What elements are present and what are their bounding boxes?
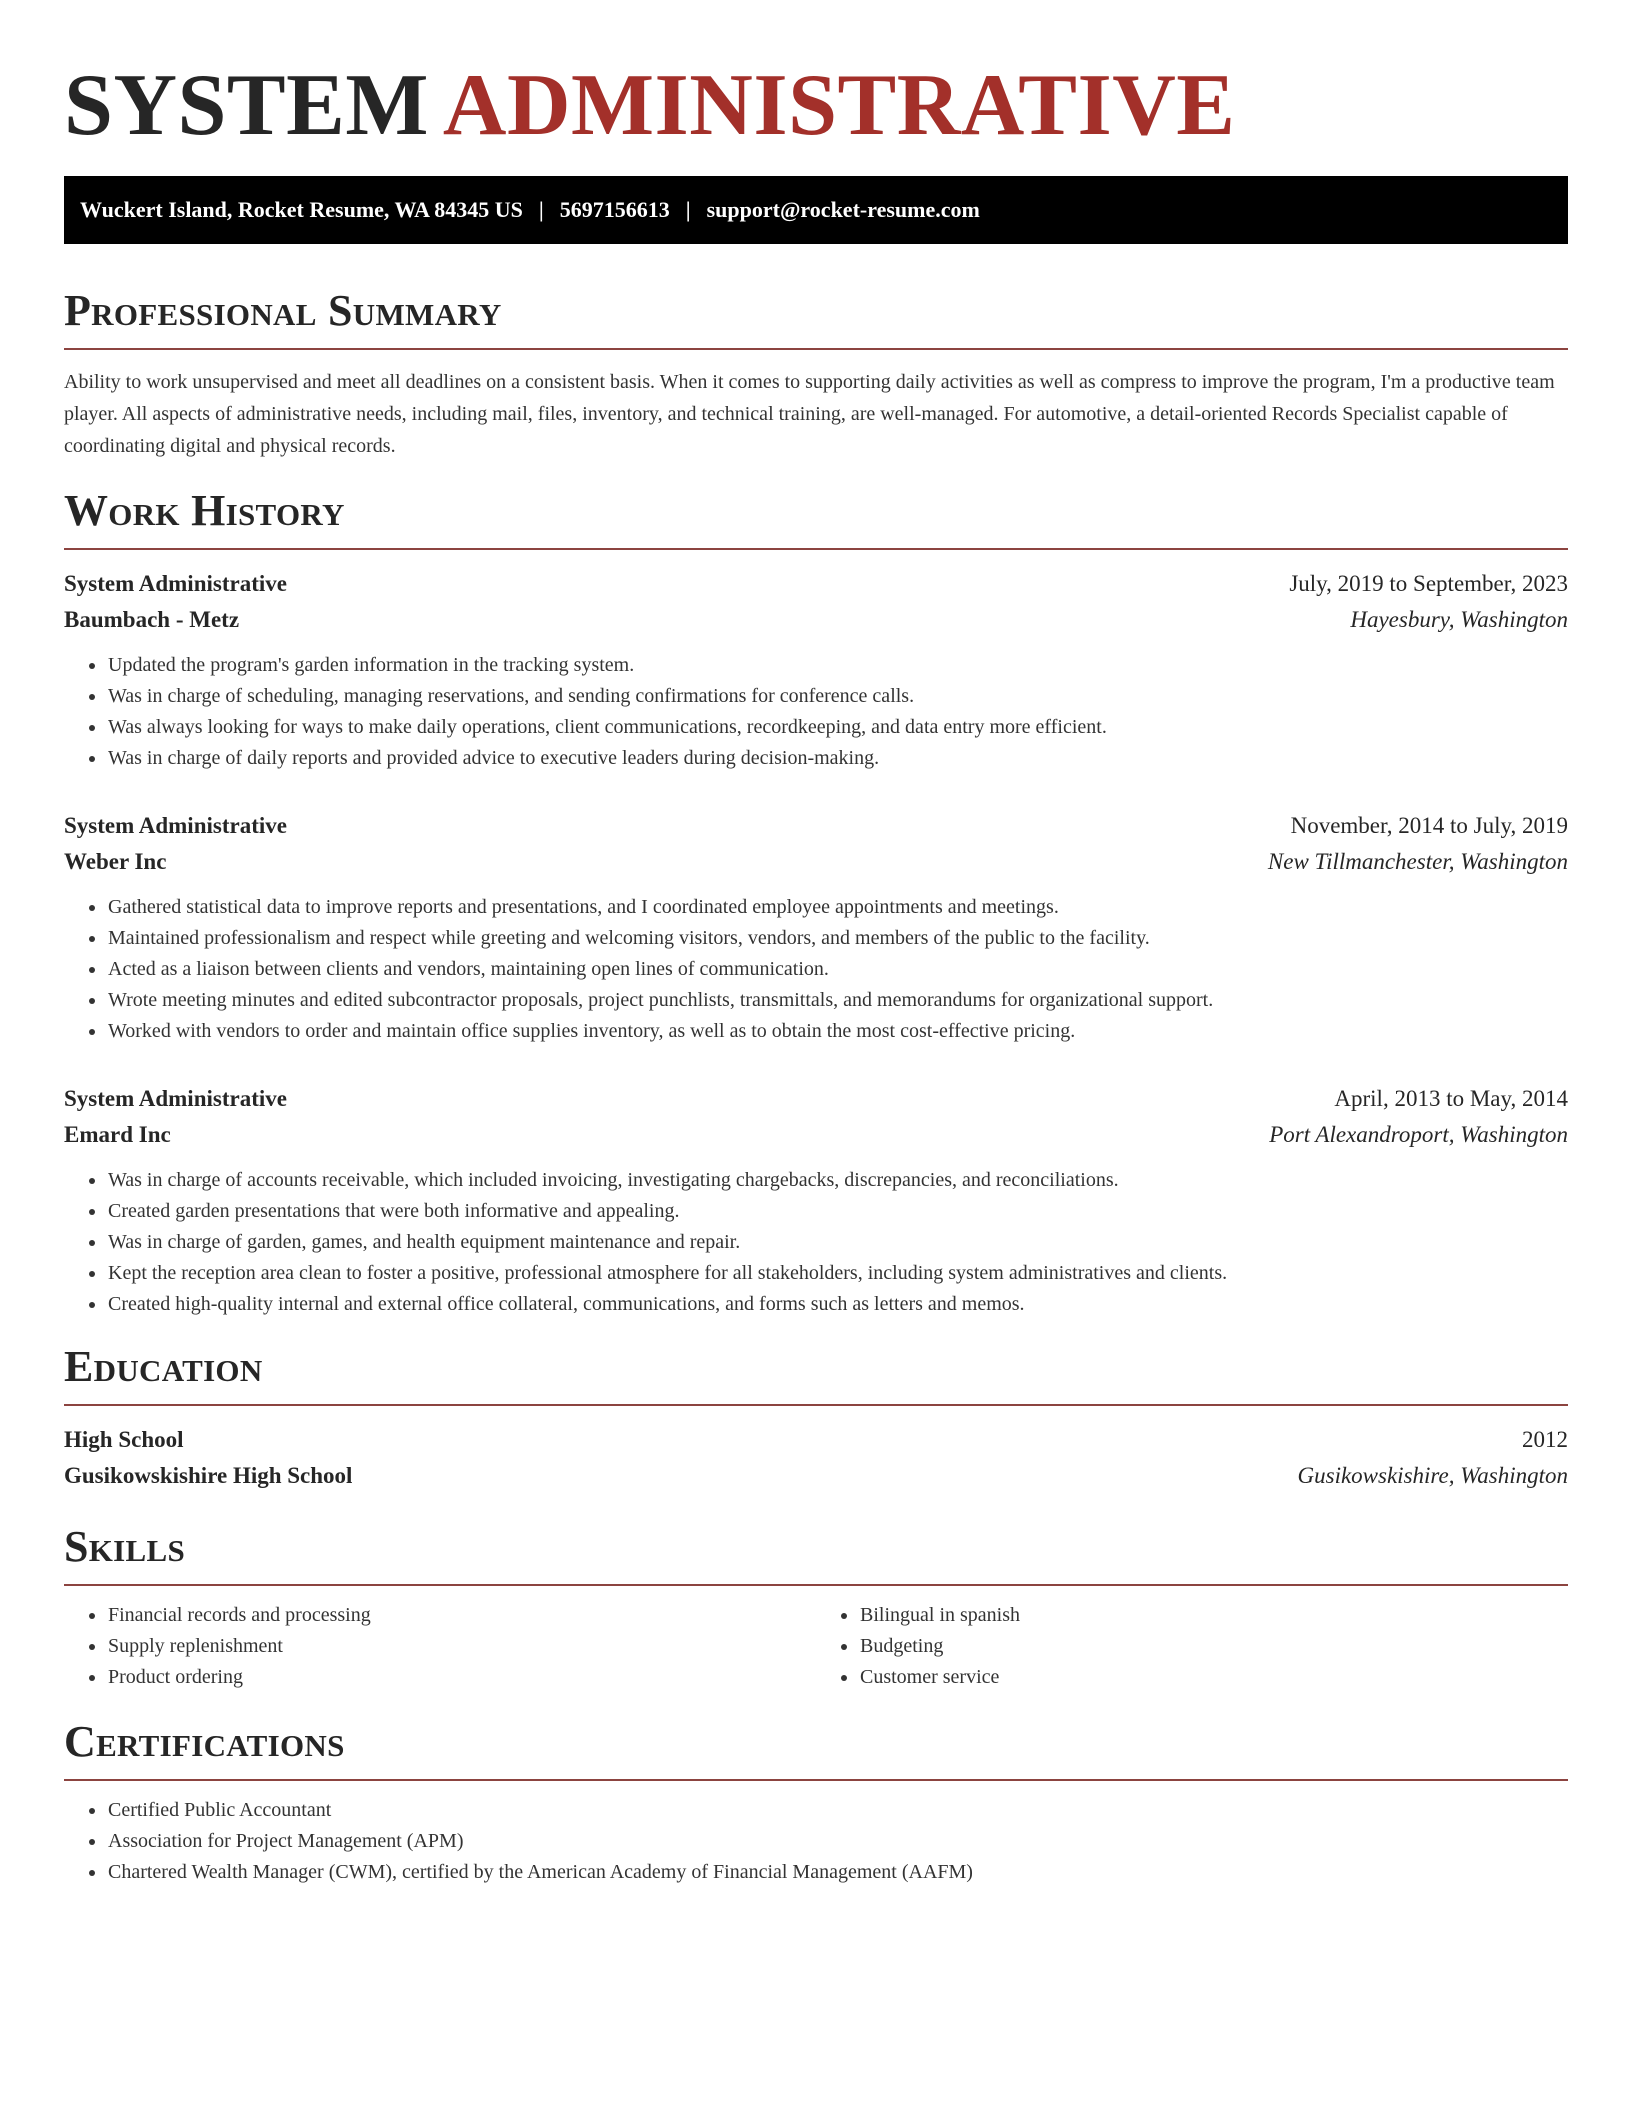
job-role: System Administrative (64, 571, 287, 596)
skills-section (64, 1524, 1568, 1693)
job-role: System Administrative (64, 813, 287, 838)
education-location: Gusikowskishire, Washington (1297, 1463, 1568, 1488)
education-entry (64, 1422, 1568, 1494)
skill-item: • Supply replenishment (107, 1631, 816, 1662)
skill-item: • Financial records and processing (107, 1600, 816, 1631)
certifications-section (64, 1719, 1568, 1888)
skill-item: • Product ordering (107, 1662, 816, 1693)
certifications-list (107, 1795, 1568, 1888)
list-item: • Worked with vendors to order and maintain office supplies inventory, as well as to obtain the most cost-effective pricing. (107, 1016, 1568, 1047)
job-location: New Tillmanchester, Washington (1267, 849, 1568, 874)
skill-item: • Budgeting (859, 1631, 1568, 1662)
job-entry (64, 808, 1568, 1047)
list-item: • Was in charge of accounts receivable, which included invoicing, investigating chargebacks, discrepancies, and reconciliations. (107, 1165, 1568, 1196)
job-company: Weber Inc (64, 849, 167, 874)
skill-item: • Customer service (859, 1662, 1568, 1693)
education-header-row (64, 1422, 1568, 1458)
summary-text: Ability to work unsupervised and meet all deadlines on a consistent basis. When it comes to supporting daily activities as well as compress to improve the program, I'm a productive team player. All aspects of administrative needs, including mail, files, inventory, and technical training, are well-managed. For automotive, a detail-oriented Records Specialist capable of coordinating digital and physical records. (64, 371, 1555, 457)
job-header-row (64, 566, 1568, 602)
education-year: 2012 (1522, 1427, 1568, 1452)
list-item: • Was in charge of scheduling, managing reservations, and sending confirmations for conference calls. (107, 681, 1568, 712)
job-company-row (64, 844, 1568, 880)
job-company-row (64, 1117, 1568, 1153)
work-history-section (64, 488, 1568, 1320)
list-item: • Was in charge of daily reports and provided advice to executive leaders during decision-making. (107, 743, 1568, 774)
skills-column-left (107, 1600, 816, 1693)
job-role: System Administrative (64, 1086, 287, 1111)
section-title: Professional Summary (64, 288, 1568, 350)
skill-item: • Bilingual in spanish (859, 1600, 1568, 1631)
list-item: • Kept the reception area clean to foster a positive, professional atmosphere for all stakeholders, including system administratives and clients. (107, 1258, 1568, 1289)
job-bullets (107, 892, 1568, 1047)
contact-address: Wuckert Island, Rocket Resume, WA 84345 US (80, 197, 523, 222)
skills-grid (64, 1600, 1568, 1693)
contact-separator: | (685, 197, 691, 222)
section-title: Education (64, 1344, 1568, 1406)
list-item: • Created garden presentations that were both informative and appealing. (107, 1196, 1568, 1227)
certification-item: • Association for Project Management (APM) (107, 1826, 1568, 1857)
job-dates: July, 2019 to September, 2023 (1289, 571, 1568, 596)
contact-email[interactable]: support@rocket-resume.com (706, 197, 980, 222)
list-item: • Was in charge of garden, games, and health equipment maintenance and repair. (107, 1227, 1568, 1258)
list-item: • Updated the program's garden information in the tracking system. (107, 650, 1568, 681)
education-school: Gusikowskishire High School (64, 1463, 353, 1488)
job-location: Port Alexandroport, Washington (1269, 1122, 1568, 1147)
education-section (64, 1344, 1568, 1494)
job-company: Baumbach - Metz (64, 607, 240, 632)
list-item: • Acted as a liaison between clients and vendors, maintaining open lines of communication. (107, 954, 1568, 985)
job-dates: November, 2014 to July, 2019 (1290, 813, 1568, 838)
list-item: • Maintained professionalism and respect while greeting and welcoming visitors, vendors, and members of the public to the facility. (107, 923, 1568, 954)
job-location: Hayesbury, Washington (1350, 607, 1568, 632)
certification-item: • Certified Public Accountant (107, 1795, 1568, 1826)
section-title: Work History (64, 488, 1568, 550)
job-entry (64, 1081, 1568, 1320)
job-header-row (64, 1081, 1568, 1117)
education-school-row (64, 1458, 1568, 1494)
job-entry (64, 566, 1568, 774)
certification-item: • Chartered Wealth Manager (CWM), certified by the American Academy of Financial Management (AAFM) (107, 1857, 1568, 1888)
job-header-row (64, 808, 1568, 844)
list-item: • Gathered statistical data to improve reports and presentations, and I coordinated employee appointments and meetings. (107, 892, 1568, 923)
name-first: SYSTEM (64, 57, 429, 154)
skills-column-right (859, 1600, 1568, 1693)
contact-phone: 5697156613 (559, 197, 670, 222)
job-company: Emard Inc (64, 1122, 171, 1147)
job-bullets (107, 650, 1568, 774)
job-company-row (64, 602, 1568, 638)
contact-separator: | (538, 197, 544, 222)
list-item: • Created high-quality internal and external office collateral, communications, and forms such as letters and memos. (107, 1289, 1568, 1320)
list-item: • Was always looking for ways to make daily operations, client communications, recordkeeping, and data entry more efficient. (107, 712, 1568, 743)
contact-bar (64, 176, 1568, 244)
list-item: • Wrote meeting minutes and edited subcontractor proposals, project punchlists, transmittals, and memorandums for organizational support. (107, 985, 1568, 1016)
summary-section (64, 288, 1568, 462)
name-last: ADMINISTRATIVE (442, 57, 1236, 154)
job-dates: April, 2013 to May, 2014 (1334, 1086, 1568, 1111)
job-bullets (107, 1165, 1568, 1320)
section-title: Certifications (64, 1719, 1568, 1781)
resume-name (64, 56, 1568, 156)
education-degree: High School (64, 1427, 184, 1452)
section-title: Skills (64, 1524, 1568, 1586)
